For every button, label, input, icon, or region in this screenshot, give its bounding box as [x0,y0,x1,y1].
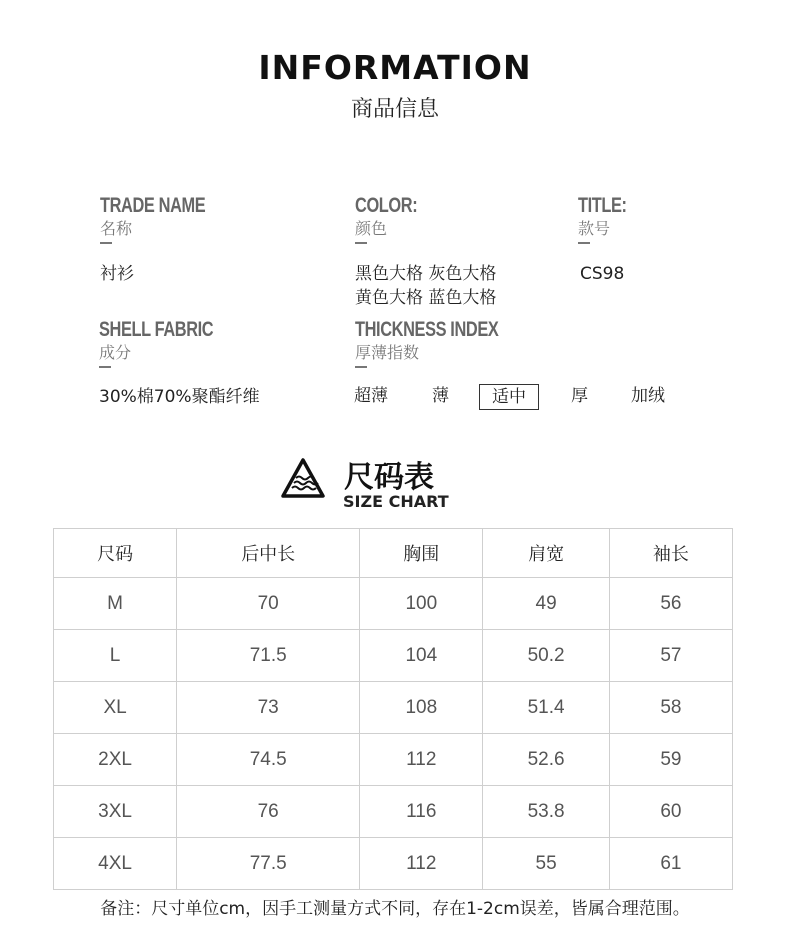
thickness-option-fleece: 加绒 [631,386,665,406]
table-cell: 112 [360,734,483,786]
shell-fabric-label: SHELL FABRIC 成分 [99,318,245,368]
table-row [54,630,733,682]
column-header-size: 尺码 [54,529,177,578]
table-cell: 71.5 [177,630,360,682]
table-cell: 70 [177,578,360,630]
divider [99,366,111,368]
divider [578,242,590,244]
column-header-shoulder: 肩宽 [483,529,609,578]
shell-fabric-value: 30%棉70%聚酯纤维 [99,387,260,407]
thickness-option-medium-selected: 适中 [479,384,539,410]
color-value-line2: 黄色大格 蓝色大格 [355,288,497,308]
table-cell: 116 [360,786,483,838]
table-cell: 2XL [54,734,177,786]
table-cell: 108 [360,682,483,734]
table-cell: 77.5 [177,838,360,890]
table-row [54,578,733,630]
table-row [54,734,733,786]
table-cell: 73 [177,682,360,734]
table-cell: 58 [609,682,732,734]
thickness-label: THICKNESS INDEX 厚薄指数 [355,318,539,368]
table-row [54,838,733,890]
size-table [53,528,733,890]
color-label: COLOR: 颜色 [355,194,435,244]
size-chart-title [280,454,460,514]
table-row [54,786,733,838]
table-cell: 56 [609,578,732,630]
table-cell: 74.5 [177,734,360,786]
measurement-note: 备注：尺寸单位cm，因手工测量方式不同，存在1-2cm误差，皆属合理范围。 [100,899,690,919]
table-cell: 57 [609,630,732,682]
column-header-chest: 胸围 [360,529,483,578]
table-cell: 51.4 [483,682,609,734]
table-cell: 61 [609,838,732,890]
trade-name-value: 衬衫 [100,264,134,284]
divider [355,242,367,244]
title-label: TITLE: 款号 [578,194,640,244]
thickness-option-ultra-thin: 超薄 [354,386,388,406]
table-header-row [54,529,733,578]
table-cell: 3XL [54,786,177,838]
table-cell: 112 [360,838,483,890]
table-cell: 59 [609,734,732,786]
table-cell: 60 [609,786,732,838]
information-title: INFORMATION [258,48,532,87]
table-cell: 52.6 [483,734,609,786]
table-cell: 49 [483,578,609,630]
trade-name-label: TRADE NAME 名称 [100,194,235,244]
table-cell: 104 [360,630,483,682]
table-cell: 55 [483,838,609,890]
table-cell: 53.8 [483,786,609,838]
size-chart-title-cn: 尺码表 [344,460,434,495]
divider [100,242,112,244]
table-cell: 100 [360,578,483,630]
table-cell: 50.2 [483,630,609,682]
column-header-sleeve: 袖长 [609,529,732,578]
table-cell: XL [54,682,177,734]
title-value: CS98 [580,264,625,284]
table-row [54,682,733,734]
size-chart-title-en: SIZE CHART [343,492,449,511]
column-header-length: 后中长 [177,529,360,578]
information-subtitle: 商品信息 [350,97,439,122]
table-cell: 76 [177,786,360,838]
color-value-line1: 黑色大格 灰色大格 [355,264,497,284]
thickness-option-thin: 薄 [432,386,449,406]
divider [355,366,367,368]
table-cell: M [54,578,177,630]
thickness-option-thick: 厚 [571,386,588,406]
table-cell: L [54,630,177,682]
table-cell: 4XL [54,838,177,890]
triangle-waves-icon [280,457,326,499]
